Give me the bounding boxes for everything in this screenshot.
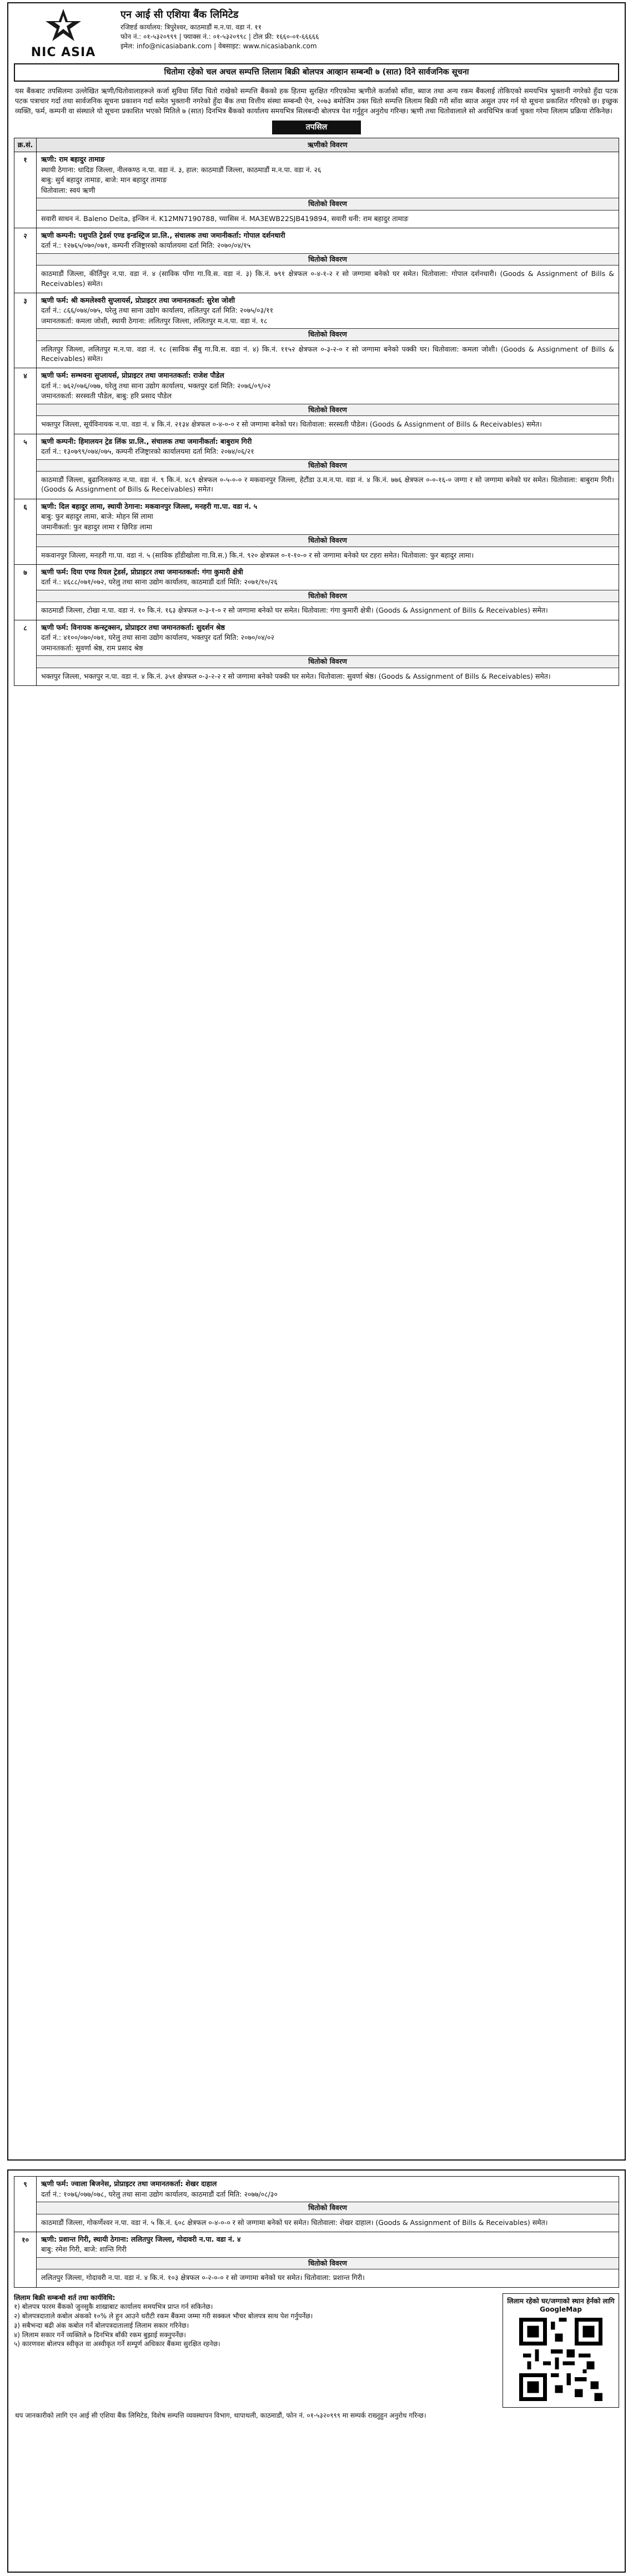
notice-footer bbox=[14, 2293, 619, 2408]
borrower-table bbox=[14, 138, 619, 686]
borrower-line: दर्ता नं.: १०७६/०७७/०७८, घरेलु तथा साना उद्योग कार्यालय, काठमाडौं दर्ता मिति: २०७७/०८/३० bbox=[41, 2189, 278, 2198]
qr-caption: लिलाम रहेको घर/जग्गाको स्थान हेर्नको लागि GoogleMap bbox=[507, 2297, 615, 2314]
collateral-heading: धितोको विवरण bbox=[37, 198, 619, 211]
collateral-details: भक्तपुर जिल्ला, सूर्यविनायक न.पा. वडा नं. ४ कि.नं. २१३४ क्षेत्रफल ०-४-०-० र सो जग्गामा बनेको घर। धितोवाला: सरस्वती पौडेल। (Goods & Assignment of Bills & Receivables) समेत। bbox=[41, 420, 542, 429]
bank-info bbox=[120, 8, 319, 51]
term-item: ५) कारणवश बोलपत्र स्वीकृत वा अस्वीकृत गर्ने सम्पूर्ण अधिकार बैंकमा सुरक्षित रहनेछ। bbox=[14, 2340, 220, 2348]
table-row bbox=[14, 620, 619, 685]
row-sn: ९ bbox=[14, 2177, 37, 2232]
qr-code-icon[interactable] bbox=[519, 2318, 602, 2401]
address-line: रजिष्टर्ड कार्यालय: त्रिपुरेश्वर, काठमाडौं म.न.पा. वडा नं. ११ bbox=[120, 23, 262, 32]
term-item: २) बोलपत्रदाताले कबोल अंकको १०% ले हुन आउने धरौटी रकम बैंकमा जम्मा गरी सक्कल भौचर बोलपत्र साथ पेश गर्नुपर्नेछ। bbox=[14, 2312, 313, 2321]
table-row bbox=[14, 293, 619, 369]
collateral-details: भक्तपुर जिल्ला, भक्तपुर न.पा. वडा नं. ४ कि.नं. ३५१ क्षेत्रफल ०-३-२-२ र सो जग्गामा बनेको पक्की घर समेत। धितोवाला: सुवर्णा श्रेष्ठ। (Goods & Assignment of Bills & Receivables) समेत। bbox=[41, 671, 551, 680]
notice-header bbox=[8, 3, 625, 63]
term-item: ४) लिलाम सकार गर्ने व्यक्तिले ७ दिनभित्र बाँकी रकम बुझाई सक्नुपर्नेछ। bbox=[14, 2331, 186, 2339]
collateral-details: काठमाडौं जिल्ला, टोखा न.पा. वडा नं. १० कि.नं. १६३ क्षेत्रफल ०-३-१-० र सो जग्गामा बनेको घर समेत। धितोवाला: गंगा कुमारी क्षेत्री। (Goods & Assignment of Bills & Receivables) समेत। bbox=[41, 606, 548, 615]
table-row bbox=[14, 434, 619, 499]
qr-box bbox=[503, 2293, 619, 2408]
collateral-heading: धितोको विवरण bbox=[37, 2257, 619, 2270]
row-body bbox=[37, 434, 619, 499]
borrower-line: ऋणी फर्म: दिया एण्ड रियल ट्रेडर्स, प्रोप्राइटर तथा जमानतकर्ता: गंगा कुमारी क्षेत्री bbox=[41, 567, 243, 576]
row-sn: ८ bbox=[14, 620, 37, 685]
row-body bbox=[37, 228, 619, 293]
borrower-line: स्थायी ठेगाना: धादिङ जिल्ला, नीलकण्ठ न.पा. वडा नं. ३, हाल: काठमाडौं जिल्ला, काठमाडौं म.न.पा. वडा नं. २६ bbox=[41, 165, 321, 174]
collateral-details: मकवानपुर जिल्ला, मनहरी गा.पा. वडा नं. ५ (साविक हाँडीखोला गा.वि.स.) कि.नं. ९२० क्षेत्रफल ०-१-१०-० र सो जग्गामा बनेको घर टहरा समेत। धितोवाला: फुर बहादुर लामा। bbox=[41, 550, 474, 559]
table-row bbox=[14, 368, 619, 434]
section-label: तपसिल bbox=[272, 121, 361, 134]
borrower-line: जमानतकर्ता: सरस्वती पौडेल, बाबु: हरि प्रसाद पौडेल bbox=[41, 392, 172, 400]
borrower-line: जमानतकर्ता: कमला जोशी, स्थायी ठेगाना: ललितपुर जिल्ला, ललितपुर म.न.पा. वडा नं. १८ bbox=[41, 316, 268, 325]
borrower-line: धितोवाला: स्वयं ऋणी bbox=[41, 186, 96, 194]
table-row bbox=[14, 2232, 619, 2287]
borrower-line: दर्ता नं.: १३०७९९/०७४/०७५, कम्पनी रजिष्ट्रारको कार्यालयमा दर्ता मिति: २०७४/०६/२१ bbox=[41, 447, 254, 456]
borrower-table-continued bbox=[14, 2176, 619, 2288]
row-sn: ३ bbox=[14, 293, 37, 368]
borrower-line: दर्ता नं.: ८६६/०७४/०७५, घरेलु तथा साना उद्योग कार्यालय, ललितपुर दर्ता मिति: २०७५/०३/११ bbox=[41, 306, 274, 315]
col-details: ऋणीको विवरण bbox=[308, 140, 348, 149]
borrower-line: ऋणी: दिल बहादुर लामा, स्थायी ठेगाना: मकवानपुर जिल्ला, मनहरी गा.पा. वडा नं. ५ bbox=[41, 502, 258, 510]
table-row bbox=[14, 499, 619, 565]
borrower-line: ऋणी: राम बहादुर तामाङ bbox=[41, 155, 105, 164]
row-body bbox=[37, 293, 619, 368]
contact-info: थप जानकारीको लागि एन आई सी एशिया बैंक लिमिटेड, विशेष सम्पत्ति व्यवस्थापन विभाग, थापाथली, काठमाडौं, फोन नं. ०१-५३२०९९९ मा सम्पर्क राख्नुहुन अनुरोध गरिन्छ। bbox=[15, 2411, 426, 2419]
notice-page-1 bbox=[7, 2, 626, 2161]
collateral-heading: धितोको विवरण bbox=[37, 459, 619, 472]
borrower-line: ऋणी कम्पनी: पशुपति ट्रेडर्स एण्ड इन्डस्ट्रिज प्रा.लि., संचालक तथा जमानीकर्ता: गोपाल दर्शनधारी bbox=[41, 230, 285, 239]
collateral-heading: धितोको विवरण bbox=[37, 2202, 619, 2214]
collateral-heading: धितोको विवरण bbox=[37, 404, 619, 417]
collateral-heading: धितोको विवरण bbox=[37, 655, 619, 668]
collateral-heading: धितोको विवरण bbox=[37, 534, 619, 547]
borrower-line: ऋणी कम्पनी: हिमालयन ट्रेड लिंक प्रा.लि., संचालक तथा जमानीकर्ता: बाबुराम गिरी bbox=[41, 437, 252, 445]
borrower-line: बाबु: रमेश गिरी, बाजे: शान्ति गिरी bbox=[41, 2245, 127, 2254]
term-item: १) बोलपत्र फारम बैंकको जुनसुकै शाखाबाट कार्यालय समयभित्र प्राप्त गर्न सकिनेछ। bbox=[14, 2303, 213, 2311]
borrower-line: ऋणी फर्म: सम्भवना सुप्लायर्स, प्रोप्राइटर तथा जमानतकर्ता: राजेश पौडेल bbox=[41, 371, 224, 380]
borrower-line: ऋणी फर्म: विनायक कन्स्ट्रक्सन, प्रोप्राइटर तथा जमानतकर्ता: सुदर्शन श्रेष्ठ bbox=[41, 623, 225, 632]
borrower-line: जमानतकर्ता: सुवर्णा श्रेष्ठ, राम प्रसाद श्रेष्ठ bbox=[41, 643, 143, 652]
table-rows bbox=[14, 2177, 619, 2287]
nic-asia-star-icon bbox=[41, 8, 86, 43]
row-sn: ७ bbox=[14, 565, 37, 620]
borrower-line: ऋणी फर्म: श्री कमलेश्वरी सुप्लायर्स, प्रोप्राइटर तथा जमानतकर्ता: सुरेश जोशी bbox=[41, 295, 235, 304]
borrower-line: बाबु: सुर्य बहादुर तामाङ, बाजे: मान बहादुर तामाङ bbox=[41, 176, 167, 184]
table-row bbox=[14, 2177, 619, 2232]
row-body bbox=[37, 152, 619, 228]
row-body bbox=[37, 499, 619, 564]
notice-title: धितोमा रहेको चल अचल सम्पत्ति लिलाम बिक्री बोलपत्र आव्हान सम्बन्धी ७ (सात) दिने सार्वजनिक सूचना bbox=[14, 63, 619, 82]
table-row bbox=[14, 565, 619, 620]
borrower-line: दर्ता नं.: ४६८८/०७१/०७२, घरेलु तथा साना उद्योग कार्यालय, काठमाडौं दर्ता मिति: २०७१/१०/२६ bbox=[41, 578, 278, 587]
logo-text: NIC ASIA bbox=[31, 46, 96, 59]
row-body bbox=[37, 620, 619, 685]
collateral-details: काठमाडौं जिल्ला, गोकर्णेश्वर न.पा. वडा नं. ५ कि.नं. ६०८ क्षेत्रफल ०-४-०-० र सो जग्गामा बनेको घर समेत। धितोवाला: शेखर दाहाल। (Goods & Assignment of Bills & Receivables) समेत। bbox=[41, 2218, 548, 2227]
address-line: फोन नं.: ०१-५३२०९९९ | फ्याक्स नं.: ०१-५३२०९९८ | टोल फ्री: १६६०-०१-६६६६६ bbox=[120, 32, 319, 41]
table-header bbox=[14, 138, 619, 153]
row-sn: ४ bbox=[14, 368, 37, 433]
row-body bbox=[37, 565, 619, 620]
collateral-details: ललितपुर जिल्ला, गोदावरी न.पा. वडा नं. ४ कि.नं. १०३ क्षेत्रफल ०-२-०-० र सो जग्गामा बनेको घर समेत। धितोवाला: प्रशान्त गिरी। bbox=[41, 2273, 365, 2282]
table-row bbox=[14, 228, 619, 293]
table-row bbox=[14, 152, 619, 228]
collateral-details: काठमाडौं जिल्ला, कीर्तिपुर न.पा. वडा नं. ४ (साविक पाँगा गा.वि.स. वडा नं. ३) कि.नं. ७९१ क्षेत्रफल ०-४-१-२ र सो जग्गामा बनेको घर समेत। धितोवाला: गोपाल दर्शनधारी। (Goods & Assignment of Bills & Receivables) समेत। bbox=[41, 269, 614, 288]
borrower-line: जमानीकर्ता: फुर बहादुर लामा र छिरिङ लामा bbox=[41, 522, 152, 531]
collateral-details: काठमाडौं जिल्ला, बुढानिलकण्ठ न.पा. वडा नं. ९ कि.नं. ४८९ क्षेत्रफल ०-५-०-० र मकवानपुर जिल्ला, हेटौंडा उ.म.न.पा. वडा नं. ४ कि.नं. ७७६ क्षेत्रफल ०-०-१६-० जग्गा र सो जग्गामा बनेको घर समेत। धितोवाला: बाबुराम गिरी। (Goods & Assignment of Bills & Receivables) समेत। bbox=[41, 475, 614, 494]
row-sn: ६ bbox=[14, 499, 37, 564]
notice-intro: यस बैंकबाट तपसिलमा उल्लेखित ऋणी/धितोवालाहरूले कर्जा सुविधा लिँदा धितो राखेको सम्पत्ति बैंकको हक हितमा सुरक्षित गरिएकोमा ऋणीले कर्जाको साँवा, ब्याज तथा अन्य रकम बैंकलाई तोकिएको समयभित्र भुक्तानी नगरेको हुँदा पटक पटक पत्राचार गर्दा तथा सार्वजनिक सूचना प्रकाशन गर्दा समेत भुक्तानी नगरेको हुँदा बैंक तथा वित्तीय संस्था सम्बन्धी ऐन, २०७३ बमोजिम उक्त धितो सम्पत्ति लिलाम बिक्री गरी साँवा ब्याज असुल उपर गर्न यो सूचना प्रकाशित गरिएको छ। इच्छुक व्यक्ति, फर्म, कम्पनी वा संस्थाले यो सूचना प्रकाशित भएको मितिले ७ (सात) दिनभित्र बैंकको कार्यालय समयभित्र सिलबन्दी बोलपत्र पेश गर्नुहुन अनुरोध गरिन्छ। ऋणी तथा धितोवालाले सो अवधिभित्र कर्जा चुक्ता गरेमा लिलाम प्रक्रिया रोकिनेछ। bbox=[15, 87, 618, 116]
row-body bbox=[37, 368, 619, 433]
borrower-line: बाबु: फुर बहादुर लामा, बाजे: मोहन सिं लामा bbox=[41, 512, 153, 521]
borrower-line: ऋणी फर्म: ज्वाला बिजनेस, प्रोप्राइटर तथा जमानतकर्ता: शेखर दाहाल bbox=[41, 2179, 217, 2188]
bank-name: एन आई सी एशिया बैंक लिमिटेड bbox=[120, 9, 239, 21]
borrower-line: दर्ता नं.: ४१००/०७०/०७१, घरेलु तथा साना उद्योग कार्यालय, भक्तपुर दर्ता मिति: २०७०/०४/०२ bbox=[41, 633, 274, 642]
row-sn: २ bbox=[14, 228, 37, 293]
auction-terms bbox=[14, 2293, 503, 2408]
collateral-heading: धितोको विवरण bbox=[37, 590, 619, 603]
term-item: ३) सबैभन्दा बढी अंक कबोल गर्ने बोलपत्रदातालाई लिलाम सकार गरिनेछ। bbox=[14, 2321, 189, 2329]
bank-logo bbox=[16, 8, 110, 61]
address-line: इमेल: info@nicasiabank.com | वेबसाइट: www.nicasiabank.com bbox=[120, 42, 317, 50]
row-sn: १ bbox=[14, 152, 37, 228]
collateral-heading: धितोको विवरण bbox=[37, 328, 619, 341]
notice-page-2 bbox=[7, 2169, 626, 2573]
borrower-line: दर्ता नं.: १२७६५/०७०/०७१, कम्पनी रजिष्ट्रारको कार्यालयमा दर्ता मिति: २०७०/०४/१५ bbox=[41, 241, 251, 250]
table-rows bbox=[14, 152, 619, 685]
collateral-heading: धितोको विवरण bbox=[37, 253, 619, 266]
collateral-details: सवारी साधन नं. Baleno Delta, इन्जिन नं. K12MN7190788, च्यासिस नं. MA3EWB22SJB419894, सवारी धनी: राम बहादुर तामाङ bbox=[41, 214, 409, 223]
row-body bbox=[37, 2232, 619, 2287]
row-sn: १० bbox=[14, 2232, 37, 2287]
row-body bbox=[37, 2177, 619, 2232]
borrower-line: दर्ता नं.: ७६२/०७६/०७७, घरेलु तथा साना उद्योग कार्यालय, भक्तपुर दर्ता मिति: २०७६/०९/०२ bbox=[41, 381, 271, 390]
row-sn: ५ bbox=[14, 434, 37, 499]
terms-title: लिलाम बिक्री सम्बन्धी शर्त तथा कार्यविधि: bbox=[14, 2293, 115, 2302]
collateral-details: ललितपुर जिल्ला, ललितपुर म.न.पा. वडा नं. १८ (साविक सैंबु गा.वि.स. वडा नं. ४) कि.नं. ११५२ क्षेत्रफल ०-३-२-० र सो जग्गामा बनेको पक्की घर। धितोवाला: कमला जोशी। (Goods & Assignment of Bills & Receivables) समेत। bbox=[41, 344, 614, 363]
borrower-line: ऋणी: प्रशान्त गिरी, स्थायी ठेगाना: ललितपुर जिल्ला, गोदावरी न.पा. वडा नं. ४ bbox=[41, 2234, 241, 2243]
col-sn: क्र.सं. bbox=[14, 138, 37, 152]
